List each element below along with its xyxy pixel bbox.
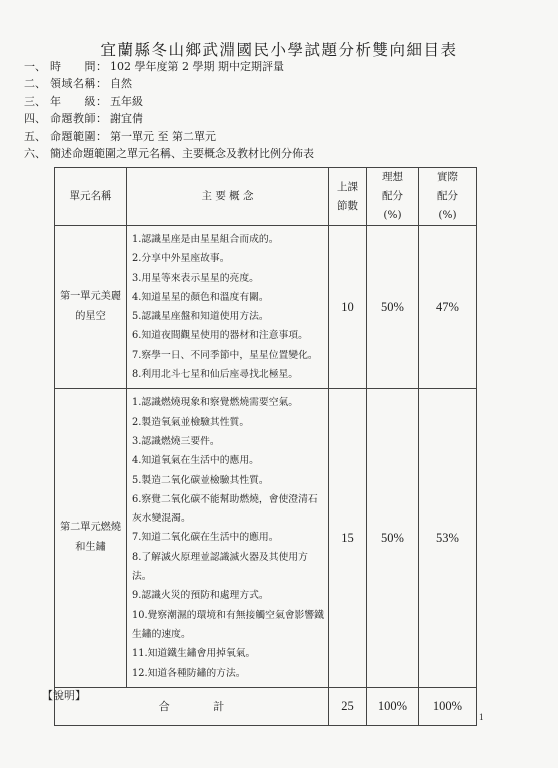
total-ideal-score: 100% <box>367 687 419 725</box>
concepts-cell <box>127 226 329 389</box>
unit-name-line1: 第一單元美麗 <box>59 291 122 303</box>
concepts-cell <box>127 389 329 687</box>
table-row <box>55 389 477 687</box>
unit-name-cell <box>55 389 127 687</box>
table-row <box>55 226 477 389</box>
info-label: 領域名稱： <box>50 77 108 91</box>
concept-item: 4.知道星星的顏色和溫度有關。 <box>132 291 269 303</box>
classes-cell: 15 <box>329 389 367 687</box>
concept-item: 6.知道夜間觀星使用的器材和注意事項。 <box>132 330 308 342</box>
header-ideal-line3: (%) <box>383 209 402 221</box>
concept-item: 8.利用北斗七星和仙后座尋找北極星。 <box>132 369 299 381</box>
concept-item: 5.製造二氧化碳並檢驗其性質。 <box>132 474 269 486</box>
info-value: 102 學年度第 2 學期 期中定期評量 <box>110 60 284 73</box>
analysis-table <box>54 167 477 726</box>
header-ideal-line1: 理想 <box>382 171 403 183</box>
info-value: 自然 <box>110 77 132 91</box>
total-classes: 25 <box>329 687 367 725</box>
header-unit-name: 單元名稱 <box>55 168 127 226</box>
total-actual-score: 100% <box>419 687 477 725</box>
info-item-period <box>24 58 544 75</box>
concept-item: 11.知道鐵生鏽會用掉氧氣。 <box>132 648 256 660</box>
concept-item: 4.知道氧氣在生活中的應用。 <box>132 455 259 467</box>
header-actual-score <box>419 168 477 226</box>
page-title: 宜蘭縣冬山鄉武淵國民小學試題分析雙向細目表 <box>100 41 458 59</box>
header-concepts: 主 要 概 念 <box>127 168 329 226</box>
concept-item: 9.認識火災的預防和處理方式。 <box>132 590 269 602</box>
unit-name-line1: 第二單元燃燒 <box>59 522 122 534</box>
unit-name-line2: 和生鏽 <box>75 542 106 554</box>
header-actual-line1: 實際 <box>437 171 458 183</box>
header-classes-line1: 上課 <box>337 180 358 193</box>
info-item-grade <box>24 93 544 110</box>
info-index: 三、 <box>24 94 46 108</box>
concept-item: 3.用星等來表示星星的亮度。 <box>132 272 259 284</box>
actual-score-cell: 53% <box>419 389 477 687</box>
info-item-teacher <box>24 110 544 127</box>
info-label: 命題範圍： <box>50 129 108 143</box>
info-index: 二、 <box>24 77 46 91</box>
info-label: 簡述命題範圍之單元名稱、主要概念及教材比例分佈表 <box>50 146 314 160</box>
info-value: 謝宜倩 <box>110 112 143 126</box>
header-ideal-line2: 配分 <box>382 190 403 202</box>
concept-item: 7.察學一日、不同季節中，星星位置變化。 <box>132 349 318 361</box>
info-item-subject <box>24 75 544 92</box>
ideal-score-cell: 50% <box>367 226 419 389</box>
concept-item: 1.認識燃燒現象和察覺燃燒需要空氣。 <box>132 397 299 409</box>
classes-cell: 10 <box>329 226 367 389</box>
concept-item: 2.製造氧氣並檢驗其性質。 <box>132 416 250 428</box>
table-header-row <box>55 168 477 226</box>
ideal-score-cell: 50% <box>367 389 419 687</box>
info-value: 五年級 <box>110 94 143 108</box>
info-item-scope <box>24 128 544 145</box>
header-classes <box>329 168 367 226</box>
concept-item: 7.知道二氧化碳在生活中的應用。 <box>132 532 279 544</box>
total-row <box>55 687 477 725</box>
info-index: 六、 <box>24 146 46 160</box>
header-classes-line2: 節數 <box>337 199 358 212</box>
info-index: 一、 <box>24 60 46 73</box>
concept-item: 1.認識星座是由星星組合而成的。 <box>132 234 279 245</box>
actual-score-cell: 47% <box>419 226 477 389</box>
info-label: 命題教師： <box>50 112 108 126</box>
page-number: 1 <box>479 712 484 722</box>
header-ideal-score <box>367 168 419 226</box>
info-list <box>24 58 544 162</box>
header-actual-line3: (%) <box>438 209 457 221</box>
info-index: 四、 <box>24 112 46 126</box>
concept-item: 8.了解滅火原理並認識滅火器及其使用方法。 <box>132 551 308 583</box>
header-actual-line2: 配分 <box>437 190 458 202</box>
info-label: 時 問： <box>50 60 108 73</box>
info-value: 第一單元 至 第二單元 <box>110 129 216 143</box>
unit-name-line2: 的星空 <box>75 311 106 323</box>
note-heading: 【說明】 <box>42 689 86 702</box>
info-item-summary <box>24 145 544 162</box>
info-label: 年 級： <box>50 94 108 108</box>
concept-item: 2.分享中外星座故事。 <box>132 253 230 265</box>
concept-item: 5.認識星座盤和知道使用方法。 <box>132 311 269 323</box>
concept-item: 10.覺察潮濕的環境和有無接觸空氣會影響鐵生鏽的速度。 <box>132 609 324 640</box>
concept-item: 6.察覺二氧化碳不能幫助燃燒，會使澄清石灰水變混濁。 <box>132 493 318 525</box>
info-index: 五、 <box>24 129 46 143</box>
unit-name-cell <box>55 226 127 389</box>
concept-item: 3.認識燃燒三要件。 <box>132 435 220 447</box>
total-label: 合 計 <box>55 687 329 725</box>
concept-item: 12.知道各種防鏽的方法。 <box>132 667 246 679</box>
